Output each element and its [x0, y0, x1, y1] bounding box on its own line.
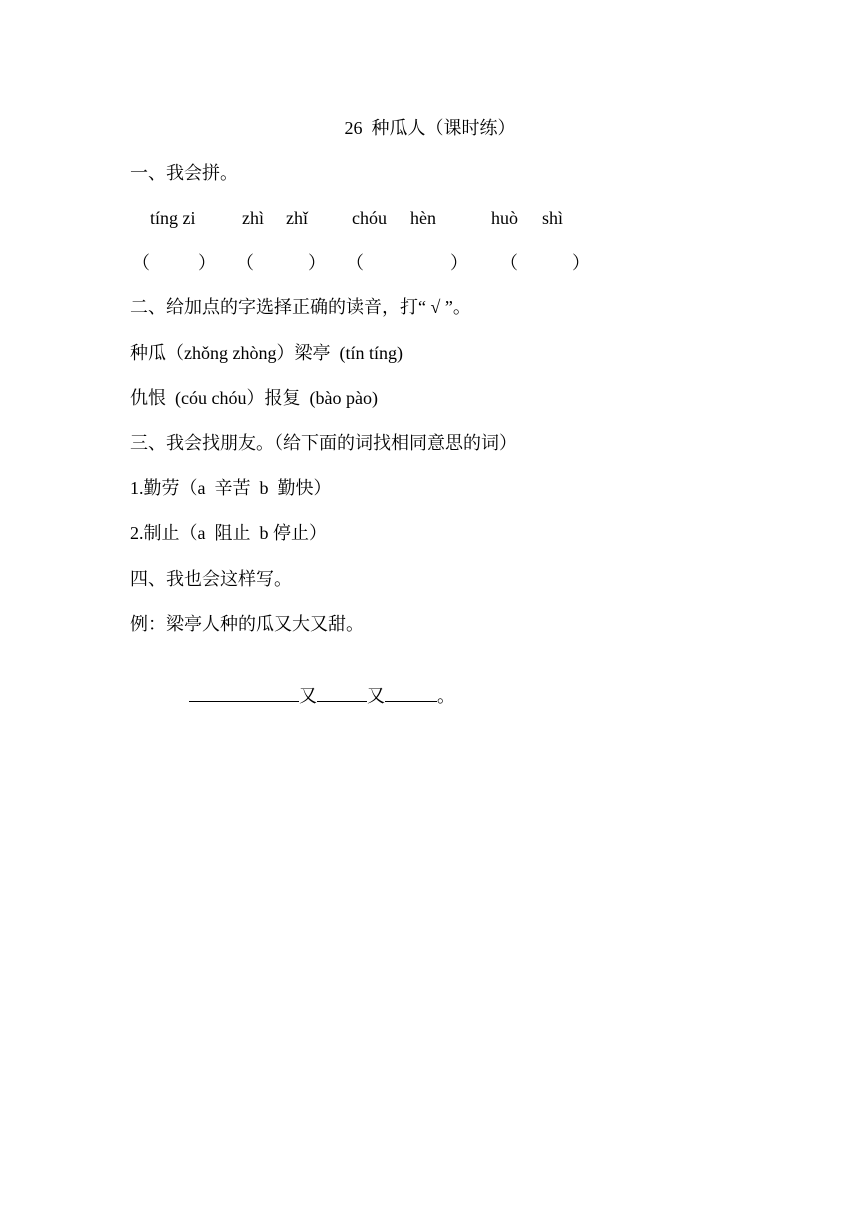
section2-line1: 种瓜（zhǒng zhòng）梁亭 (tín tíng): [130, 343, 403, 363]
pinyin-word: chóu: [352, 208, 387, 228]
section1-heading: 一、我会拼。: [130, 163, 238, 183]
fill-end-mark: 。: [437, 686, 455, 706]
close-paren: ）: [308, 253, 326, 273]
fill-word-2: 又: [367, 686, 385, 706]
close-paren: ）: [450, 253, 468, 273]
pinyin-word: huò: [491, 208, 518, 228]
section3-item1: 1.勤劳（a 辛苦 b 勤快）: [130, 478, 332, 498]
fill-blank-3[interactable]: [385, 681, 437, 702]
section2-line2: 仇恨 (cóu chóu）报复 (bào pào): [130, 388, 378, 408]
close-paren: ）: [572, 253, 590, 273]
open-paren: （: [132, 253, 150, 273]
section4-heading: 四、我也会这样写。: [130, 569, 292, 589]
pinyin-word: shì: [542, 208, 564, 228]
section3-heading: 三、我会找朋友。（给下面的词找相同意思的词）: [130, 433, 517, 453]
page-title: 26 种瓜人（课时练）: [344, 118, 516, 138]
open-paren: （: [236, 253, 254, 273]
section4-example: 例：梁亭人种的瓜又大又甜。: [130, 614, 364, 634]
fill-in-sentence: [171, 657, 455, 732]
pinyin-word: tíng zi: [150, 208, 196, 228]
open-paren: （: [346, 253, 364, 273]
section2-heading: 二、给加点的字选择正确的读音，打“ √ ”。: [130, 297, 471, 317]
pinyin-word: zhǐ: [286, 208, 308, 228]
fill-blank-2[interactable]: [317, 681, 367, 702]
open-paren: （: [500, 253, 518, 273]
close-paren: ）: [198, 253, 216, 273]
section3-item2: 2.制止（a 阻止 b 停止）: [130, 523, 327, 543]
fill-word-1: 又: [299, 686, 317, 706]
pinyin-word: zhì: [242, 208, 264, 228]
pinyin-word: hèn: [410, 208, 436, 228]
fill-blank-1[interactable]: [189, 681, 299, 702]
